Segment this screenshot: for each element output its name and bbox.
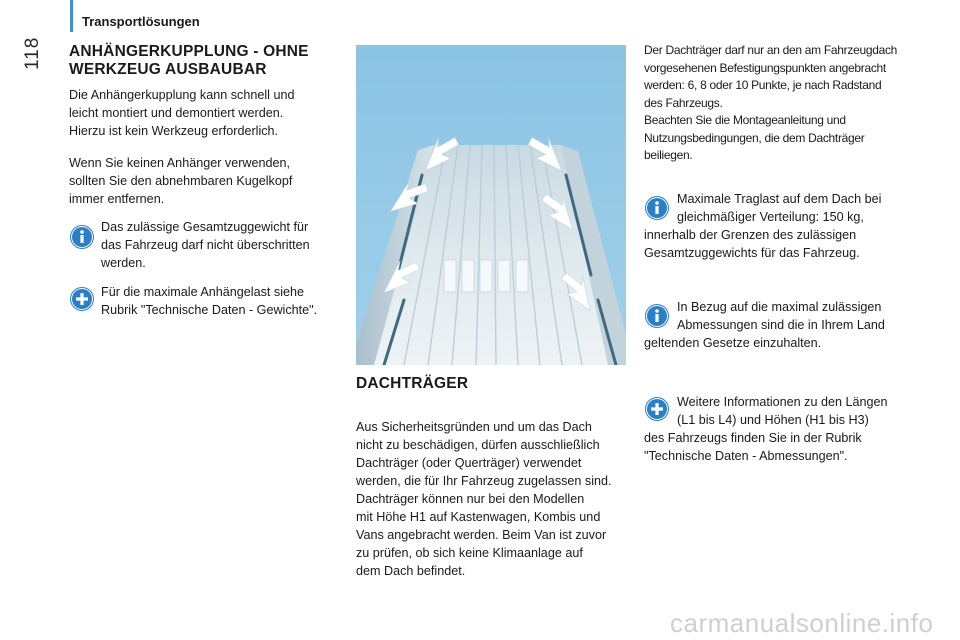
info-icon xyxy=(70,225,94,249)
page-number: 118 xyxy=(22,36,43,70)
mounting-points-paragraph: Der Dachträger darf nur an den am Fahrzeugdach vorgesehenen Befestigungspunkten angebracht werden: 6, 8 oder 10 Punkte, je nach Radstand des Fahrzeugs. xyxy=(644,43,898,110)
dimensions-info-note: Weitere Informationen zu den Längen (L1 bis L4) und Höhen (H1 bis H3) des Fahrzeugs finden Sie in der Rubrik "Technische Daten - Abmessungen". xyxy=(644,395,888,463)
towbar-heading: ANHÄNGERKUPPLUNG - OHNE WERKZEUG AUSBAUBAR xyxy=(69,43,309,78)
towbar-paragraph-1: Die Anhängerkupplung kann schnell und leicht montiert und demontiert werden. Hierzu ist kein Werkzeug erforderlich. xyxy=(69,88,295,138)
roof-rack-paragraph-2: Dachträger können nur bei den Modellen mit Höhe H1 auf Kastenwagen, Kombis und Vans angebracht werden. Beim Van ist zuvor zu prüfen, ob sich keine Klimaanlage auf dem Dach befindet. xyxy=(356,492,607,578)
plus-icon xyxy=(70,287,94,311)
roof-rack-paragraph-1: Aus Sicherheitsgründen und um das Dach nicht zu beschädigen, dürfen ausschließlich Dachträger (oder Querträger) verwendet werden, die für Ihr Fahrzeug zugelassen sind. xyxy=(356,420,612,488)
towbar-load-note: Für die maximale Anhängelast siehe Rubrik "Technische Daten - Gewichte". xyxy=(101,285,318,317)
roof-rack-heading: DACHTRÄGER xyxy=(356,375,469,392)
instructions-paragraph: Beachten Sie die Montageanleitung und Nutzungsbedingungen, die dem Dachträger beiliegen. xyxy=(644,113,865,162)
towbar-weight-note: Das zulässige Gesamtzuggewicht für das Fahrzeug darf nicht überschritten werden. xyxy=(101,220,310,270)
max-roof-load-note: Maximale Traglast auf dem Dach bei gleichmäßiger Verteilung: 150 kg, innerhalb der Grenzen des zulässigen Gesamtzuggewichts für das Fahrzeug. xyxy=(644,192,882,260)
watermark: carmanualsonline.info xyxy=(670,608,934,638)
section-title: Transportlösungen xyxy=(82,14,200,29)
roof-rack-photo xyxy=(356,45,626,365)
margin-accent-bar xyxy=(70,0,73,32)
dimensions-law-note: In Bezug auf die maximal zulässigen Abmessungen sind die in Ihrem Land geltenden Gesetze einzuhalten. xyxy=(644,300,885,350)
towbar-paragraph-2: Wenn Sie keinen Anhänger verwenden, sollten Sie den abnehmbaren Kugelkopf immer entfernen. xyxy=(69,156,293,206)
